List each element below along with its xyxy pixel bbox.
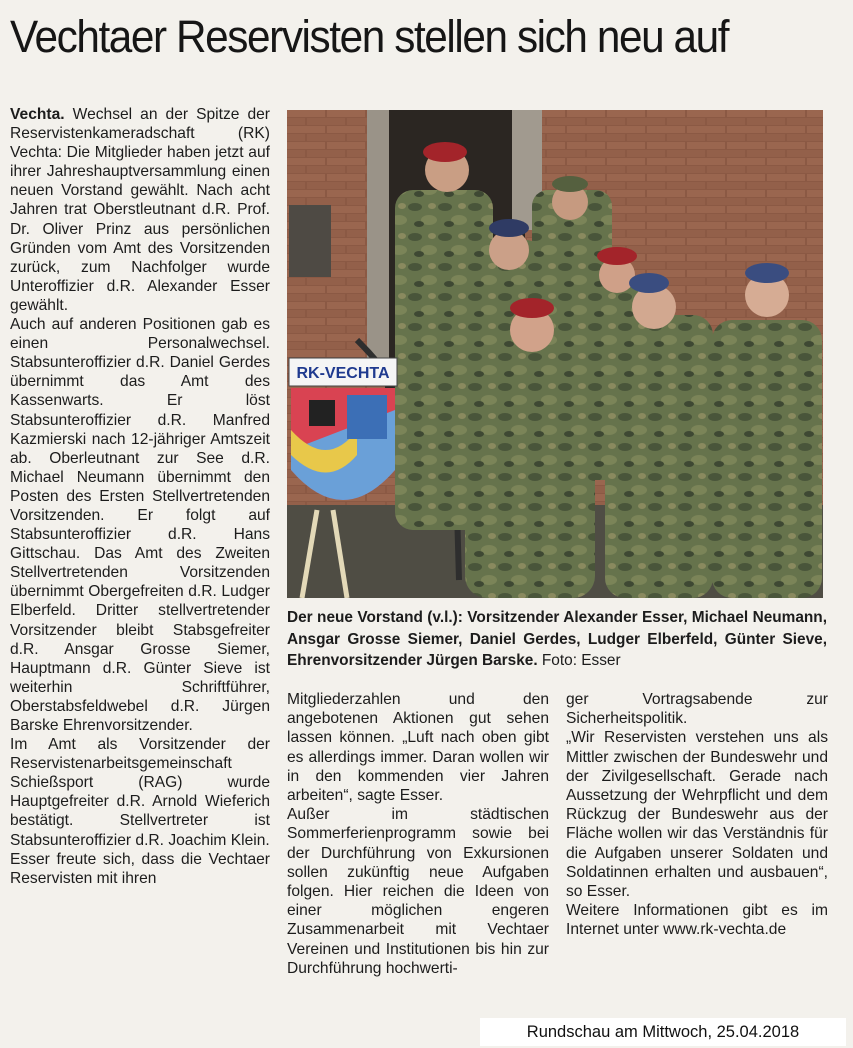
photo-credit: Foto: Esser (537, 652, 621, 669)
group-photo (287, 110, 823, 598)
dateline: Vechta. (10, 106, 65, 123)
paragraph: Im Amt als Vorsitzender der Reservistenarbeitsgemeinschaft Schießsport (RAG) wurde Hauptgefreiter d.R. Arnold Wieferich bestätigt. Stellvertreter ist Stabsunteroffizier d.R. Joachim Klein. (10, 736, 270, 849)
article-column-3 (566, 690, 828, 940)
source-label: Rundschau am Mittwoch, 25.04.2018 (480, 1018, 846, 1046)
photo-caption (287, 607, 827, 672)
article-column-1 (10, 105, 270, 888)
paragraph-text: Wechsel an der Spitze der Reservistenkameradschaft (RK) Vechta: Die Mitglieder haben jetzt auf ihrer Jahreshauptversammlung einen neuen Vorstand gewählt. Nach acht Jahren trat Oberstleutnant d.R. Prof. Dr. Oliver Prinz aus persönlichen Gründen vom Amt des Vorsitzenden zurück, zum Nachfolger wurde Unteroffizier d.R. Alexander Esser gewählt. (10, 106, 270, 314)
banner-text: RK-VECHTA (296, 365, 390, 382)
article-column-2 (287, 690, 549, 978)
paragraph (10, 105, 270, 315)
paragraph: Weitere Informationen gibt es im Internet unter www.rk-vechta.de (566, 902, 828, 939)
paragraph: Auch auf anderen Positionen gab es einen Personalwechsel. Stabsunteroffizier d.R. Daniel Gerdes übernimmt das Amt des Kassenwarts. Er löst Stabsunteroffizier d.R. Manfred Kazmierski nach 12-jähriger Amtszeit ab. Oberleutnant zur See d.R. Michael Neumann übernimmt den Posten des Ersten Stellvertretenden Vorsitzenden. Er folgt auf Stabsunteroffizier d.R. Hans Gittschau. Das Amt des Zweiten Stellvertretenden Vorsitzenden übernimmt Obergefreiten d.R. Ludger Elberfeld. Dritter stellvertretender Vorsitzender bleibt Stabsgefreiter d.R. Ansgar Grosse Siemer, Hauptmann d.R. Günter Sieve ist weiterhin Schriftführer, Oberstabsfeldwebel d.R. Jürgen Barske Ehrenvorsitzender. (10, 316, 270, 734)
paragraph: „Wir Reservisten verstehen uns als Mittler zwischen der Bundeswehr und der Zivilgesellschaft. Gerade nach Aussetzung der Wehrpflicht und dem Rückzug der Bundeswehr aus der Fläche wollen wir das Verständnis für die Aufgaben unserer Soldaten und Soldatinnen erhalten und ausbauen“, so Esser. (566, 729, 828, 901)
headline: Vechtaer Reservisten stellen sich neu auf (10, 11, 729, 62)
paragraph: Außer im städtischen Sommerferienprogramm sowie bei der Durchführung von Exkursionen sollen zukünftig neue Aufgaben folgen. Hier reichen die Ideen von einer möglichen engeren Zusammenarbeit mit Vechtaer Vereinen und Institutionen bis hin zur Durchführung hochwerti- (287, 806, 549, 977)
paragraph: Esser freute sich, dass die Vechtaer Reservisten mit ihren (10, 850, 270, 887)
group-photo-illustration (287, 110, 823, 598)
paragraph: ger Vortragsabende zur Sicherheitspolitik. (566, 691, 828, 728)
caption-text: Der neue Vorstand (v.l.): Vorsitzender Alexander Esser, Michael Neumann, Ansgar Grosse Siemer, Daniel Gerdes, Ludger Elberfeld, Günter Sieve, Ehrenvorsitzender Jürgen Barske. (287, 609, 827, 669)
paragraph: Mitgliederzahlen und den angebotenen Aktionen gut sehen lassen können. „Luft nach oben gibt es allerdings immer. Daran wollen wir in den kommenden vier Jahren arbeiten“, sagte Esser. (287, 691, 549, 805)
